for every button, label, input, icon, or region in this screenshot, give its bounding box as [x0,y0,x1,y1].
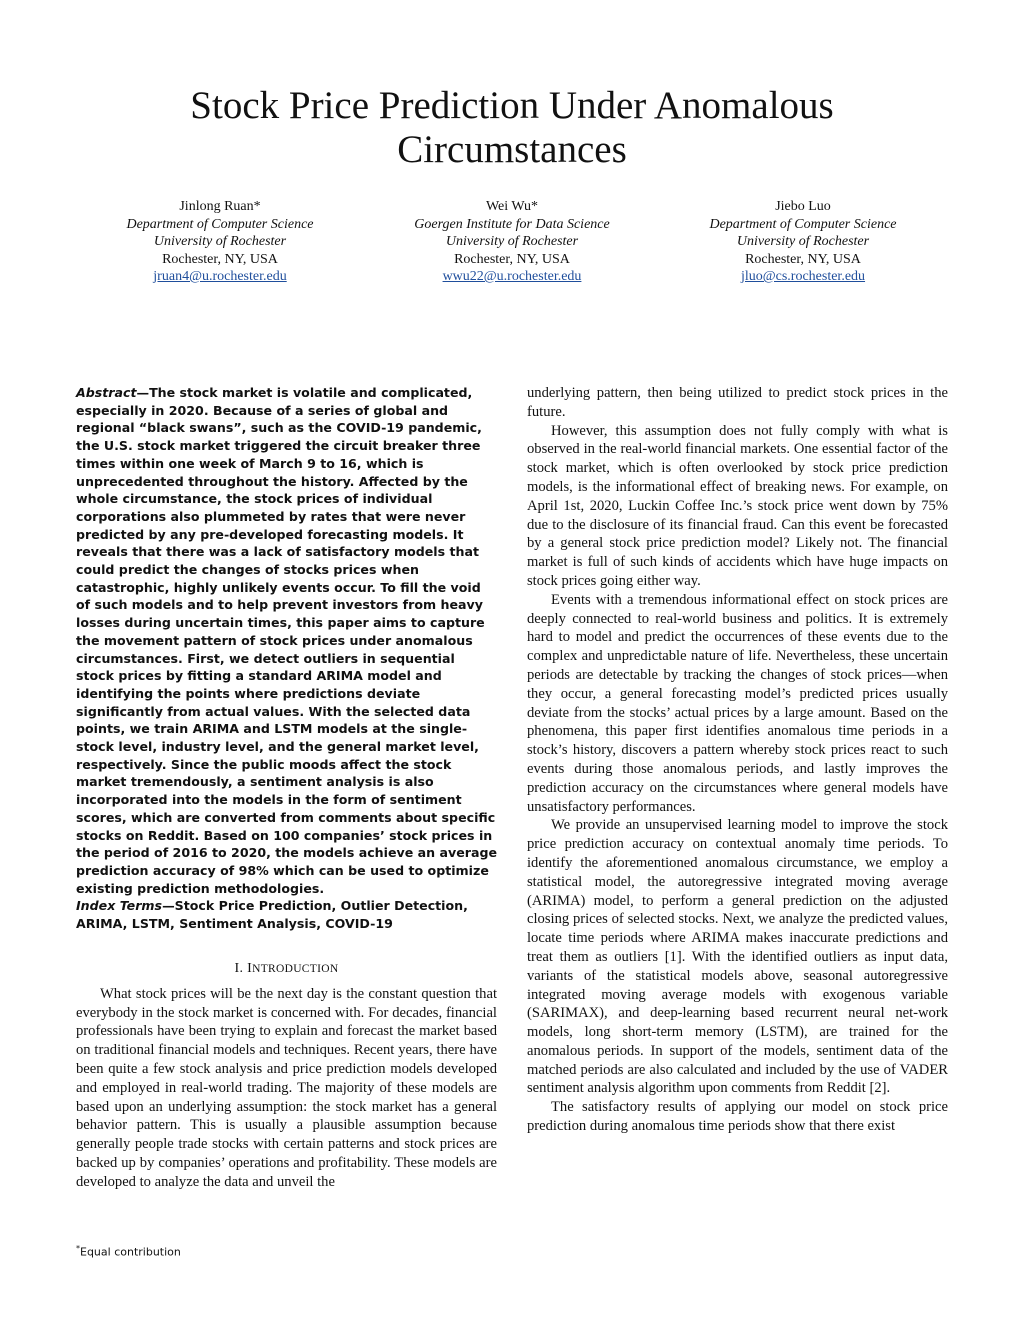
footnote [76,1244,181,1259]
author-email-link[interactable]: jluo@cs.rochester.edu [740,269,866,284]
author-department: Department of Computer Science [709,216,897,232]
footnote-text: Equal contribution [80,1245,181,1259]
author-location: Rochester, NY, USA [162,251,278,267]
author-department: Goergen Institute for Data Science [414,216,610,232]
body-paragraph: The satisfactory results of applying our model on stock price prediction during anomalous time periods show that there exist [527,1099,948,1135]
author-block [80,198,360,286]
index-terms-text: Stock Price Prediction, Outlier Detection, ARIMA, LSTM, Sentiment Analysis, COVID-19 [76,898,468,932]
right-column [527,384,948,1136]
paper-title: Stock Price Prediction Under Anomalous Circumstances [190,84,834,171]
author-location: Rochester, NY, USA [745,251,861,267]
author-email-link[interactable]: wwu22@u.rochester.edu [442,269,582,284]
index-terms-dash: — [162,898,175,914]
author-block [663,198,943,286]
abstract-label: Abstract [76,385,137,400]
left-column [76,384,497,1192]
author-department: Department of Computer Science [126,216,314,232]
author-location: Rochester, NY, USA [454,251,570,267]
author-university: University of Rochester [153,234,287,249]
section-numeral: I. [234,960,244,976]
author-university: University of Rochester [736,234,870,249]
intro-paragraph: What stock prices will be the next day is the constant question that everybody in the stock market is concerned with. For decades, financial professionals have been trying to explain and forecast the market based on traditional financial models and techniques. Recent years, there have been quite a few stock analysis and price prediction models developed and employed in real-world trading. The majority of these models are based upon an underlying assumption: the stock market has a general behavior pattern. This is usually a plausible assumption because generally people trade stocks with certain patterns and stock prices are backed up by companies’ operations and profitability. These models are developed to analyze the data and unveil the [76,985,497,1190]
author-block [372,198,652,286]
section-initial: I [247,960,253,976]
author-name: Jiebo Luo [775,199,831,214]
body-paragraph: However, this assumption does not fully comply with what is observed in the real-world financial markets. One essential factor of the stock market, which is often overlooked by stock price prediction models, is the informational effect of breaking news. For example, on April 1st, 2020, Luckin Coffee Inc.’s stock price went down by 75% due to the disclosure of its financial fraud. Can this event be forecasted by a general stock price prediction model? Likely not. The financial market is full of such kinds of accidents which have huge impacts on stock prices going either way. [527,422,948,589]
author-email-link[interactable]: jruan4@u.rochester.edu [153,269,287,284]
author-name: Wei Wu* [485,199,539,214]
author-name: Jinlong Ruan* [179,199,261,214]
index-terms-label: Index Terms [76,898,163,914]
abstract-dash: — [136,385,150,400]
abstract-text: The stock market is volatile and complicated, especially in 2020. Because of a series of global and regional “black swans”, such as the COVID-19 pandemic, the U.S. stock market triggered the circuit breaker three times within one week of March 9 to 16, which is unprecedented throughout the history. Affected by the whole circumstance, the stock prices of individual corporations also plummeted by rates that were never predicted by any pre-developed forecasting models. It reveals that there was a lack of satisfactory models that could predict the changes of stocks prices when catastrophic, highly unlikely events occur. To fill the void of such models and to help prevent investors from heavy losses during uncertain times, this paper aims to capture the movement pattern of stock prices under anomalous circumstances. First, we detect outliers in sequential stock prices by fitting a standard ARIMA model and identifying the points where predictions deviate significantly from actual values. With the selected data points, we train ARIMA and LSTM models at the single-stock level, industry level, and the general market level, respectively. Since the public moods affect the stock market tremendously, a sentiment analysis is also incorporated into the models in the form of sentiment scores, which are converted from comments about specific stocks on Reddit. Based on 100 companies’ stock prices in the period of 2016 to 2020, the models achieve an average prediction accuracy of 98% which can be used to optimize existing prediction methodologies. [76,385,497,896]
index-terms [76,897,497,932]
body-paragraph: Events with a tremendous informational effect on stock prices are deeply connected to real-world business and politics. It is extremely hard to model and predict the occurrences of these events due to the complex and unpredictable nature of life. Nevertheless, these uncertain periods are detectable by tracking the changes of stock prices—when they occur, a general forecasting model’s predicted prices usually deviate from the stocks’ actual prices by a large amount. Based on the phenomena, this paper first identifies anomalous time periods in a stock’s history, discovers a pattern whereby stock prices react to such events during those anomalous periods, and lastly improves the prediction accuracy on the circumstances where general models have unsatisfactory performances. [527,591,948,815]
footnote-mark: * [76,1244,80,1253]
abstract [76,384,497,897]
body-paragraph: underlying pattern, then being utilized to predict stock prices in the future. [527,385,948,420]
section-heading [76,961,497,977]
section-title-rest: NTRODUCTION [252,962,339,975]
author-university: University of Rochester [445,234,579,249]
body-paragraph: We provide an unsupervised learning model to improve the stock price prediction accuracy on contextual anomaly time periods. To identify the aforementioned anomalous circumstance, we employ a statistical model, the autoregressive integrated moving average (ARIMA) model, to perform a general prediction on the adjusted closing prices of selected stocks. Next, we analyze the predicted values, locate time periods where ARIMA makes inaccurate predictions and treat them as outliers [1]. With the identified outliers as input data, variants of the statistical models above, seasonal autoregressive integrated moving average models with exogenous variable (SARIMAX), and deep-learning based recurrent neural net-work models, long short-term memory (LSTM), are trained for the anomalous periods. In support of the models, sentiment data of the matched periods are also calculated and included by the use of VADER sentiment analysis algorithm upon comments from Reddit [2]. [527,817,948,1097]
